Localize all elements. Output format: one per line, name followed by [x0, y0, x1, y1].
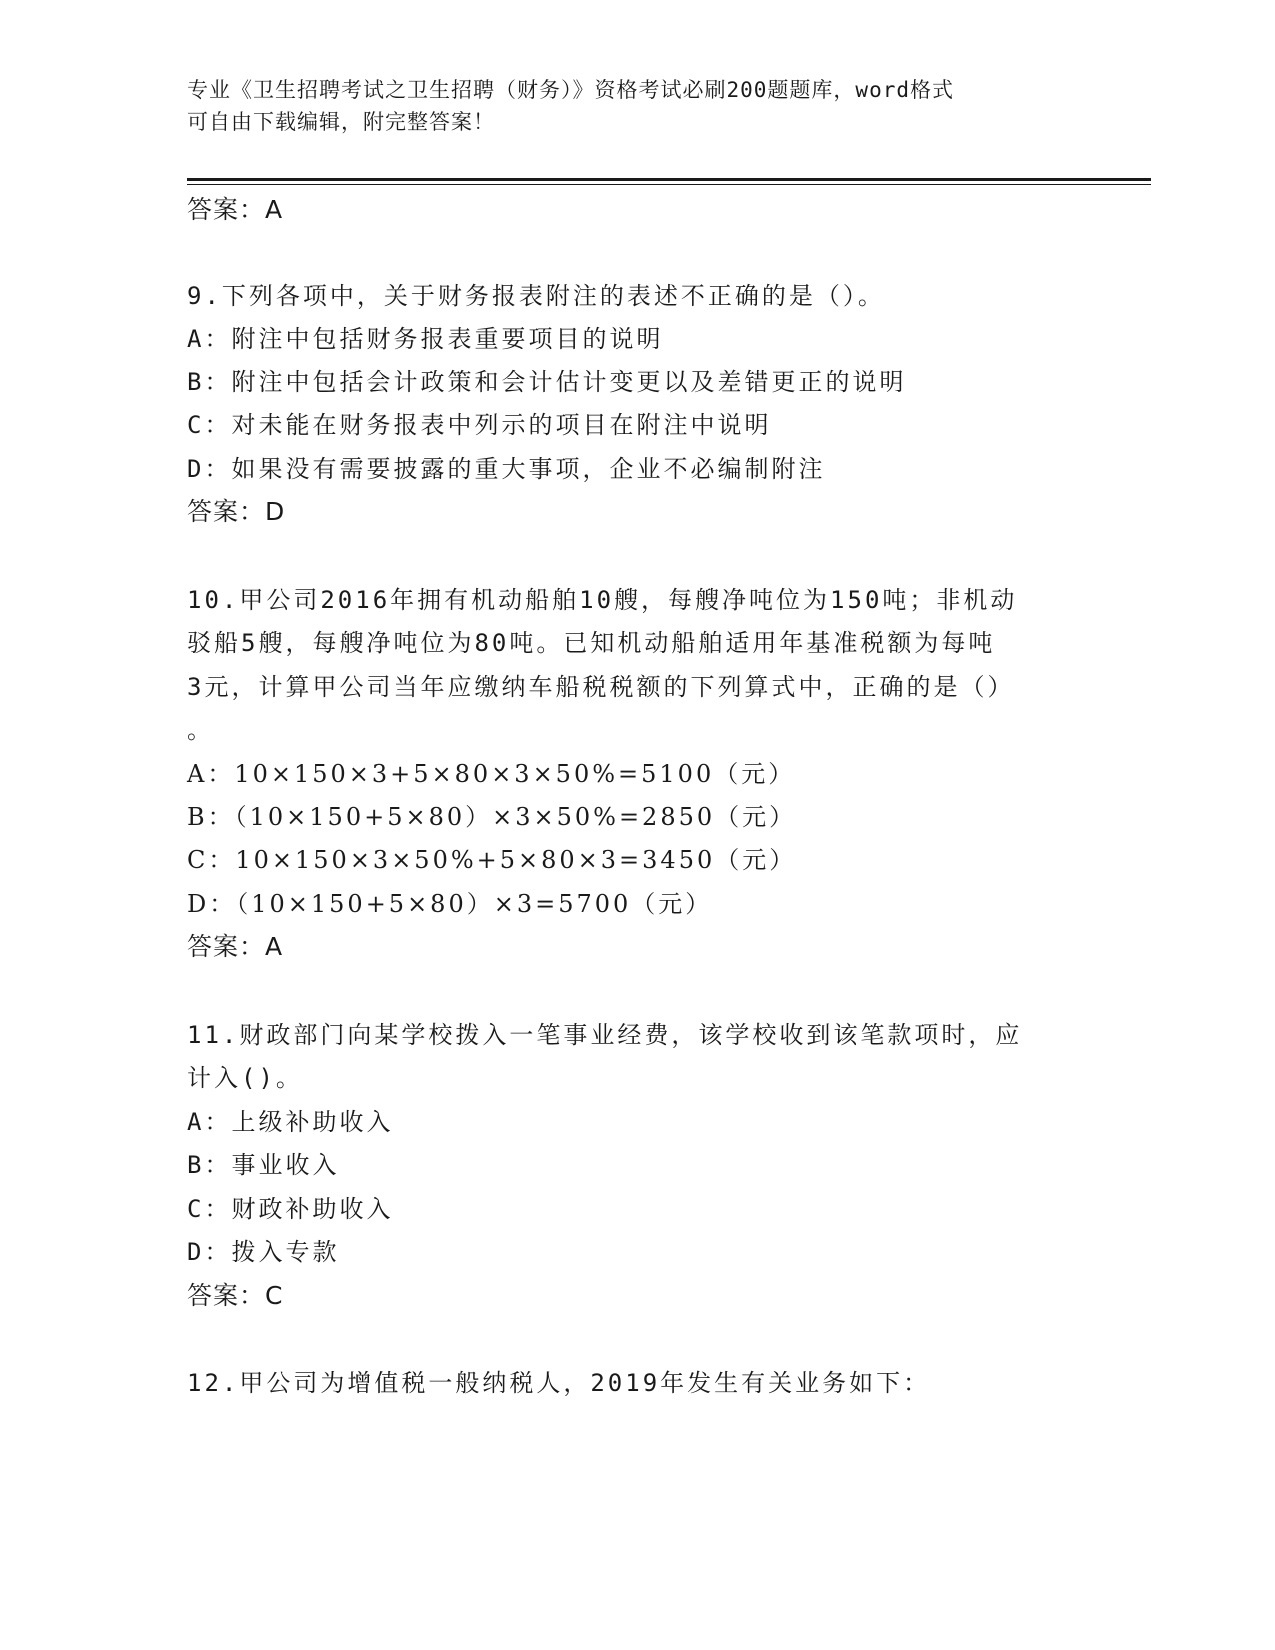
header-divider-thick [187, 178, 1151, 181]
answer-line: 答案：C [187, 1281, 284, 1310]
question-text: 计入()。 [187, 1064, 303, 1092]
option-item: D：拨入专款 [187, 1238, 340, 1266]
answer-line: 答案：A [187, 932, 284, 961]
option-item: B：（10×150+5×80）×3×50%=2850（元） [187, 803, 797, 831]
question-text: 10.甲公司2016年拥有机动船舶10艘，每艘净吨位为150吨；非机动 [187, 586, 1018, 614]
header-line-1: 专业《卫生招聘考试之卫生招聘（财务）》资格考试必刷200题题库，word格式 [187, 78, 954, 102]
question-text: 9.下列各项中，关于财务报表附注的表述不正确的是（）。 [187, 282, 885, 310]
question-text: 。 [187, 716, 214, 744]
option-item: B：附注中包括会计政策和会计估计变更以及差错更正的说明 [187, 368, 907, 396]
question-text: 11.财政部门向某学校拨入一笔事业经费，该学校收到该笔款项时，应 [187, 1021, 1023, 1049]
option-item: D：如果没有需要披露的重大事项，企业不必编制附注 [187, 455, 826, 483]
question-text: 驳船5艘，每艘净吨位为80吨。已知机动船舶适用年基准税额为每吨 [187, 629, 996, 657]
question-text: 3元，计算甲公司当年应缴纳车船税税额的下列算式中，正确的是（） [187, 673, 1015, 701]
header-divider-thin [187, 184, 1151, 185]
option-item: B：事业收入 [187, 1151, 340, 1179]
header-line-2: 可自由下载编辑，附完整答案！ [187, 110, 495, 134]
answer-line: 答案：A [187, 195, 284, 224]
option-item: C：对未能在财务报表中列示的项目在附注中说明 [187, 411, 772, 439]
option-item: D：（10×150+5×80）×3=5700（元） [187, 890, 713, 918]
answer-line: 答案：D [187, 497, 286, 526]
option-item: C：10×150×3×50%+5×80×3=3450（元） [187, 846, 797, 874]
option-item: C：财政补助收入 [187, 1195, 394, 1223]
option-item: A：上级补助收入 [187, 1108, 394, 1136]
question-text: 12.甲公司为增值税一般纳税人，2019年发生有关业务如下： [187, 1369, 931, 1397]
document-header [187, 74, 1087, 138]
option-item: A：10×150×3+5×80×3×50%=5100（元） [187, 760, 796, 788]
option-item: A：附注中包括财务报表重要项目的说明 [187, 325, 664, 353]
